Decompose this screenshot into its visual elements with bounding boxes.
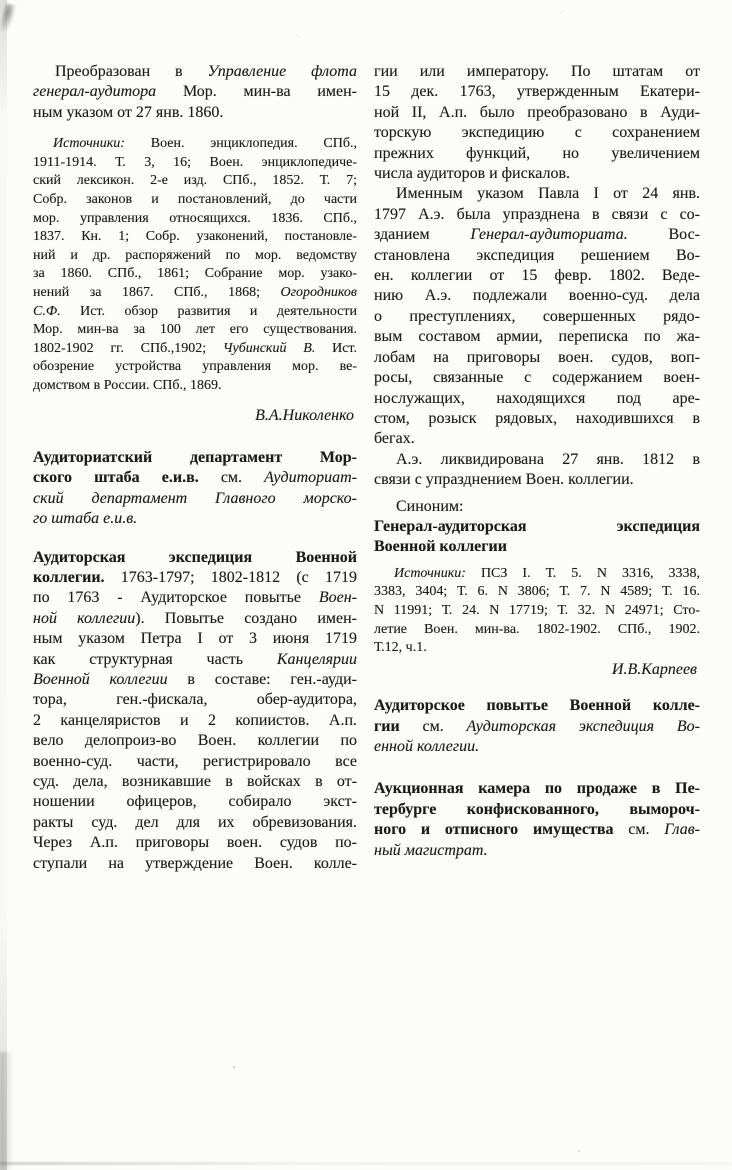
text-line bbox=[374, 348, 700, 368]
text-run: 1911-1914. Т. 3, 16; Воен. энциклопедиче- bbox=[33, 154, 357, 170]
text-run: Воен. энциклопедия. СПб., bbox=[124, 136, 357, 152]
text-run: Аудиторская экспедиция Во- bbox=[466, 717, 700, 735]
text-run: тора, ген.-фискала, обер-аудитора, bbox=[33, 691, 357, 709]
text-line bbox=[374, 517, 700, 537]
author-signature-karpeev bbox=[374, 660, 700, 680]
text-line bbox=[374, 450, 700, 470]
text-line bbox=[374, 660, 700, 680]
scan-edge-left bbox=[0, 0, 7, 1170]
text-line bbox=[33, 629, 357, 649]
text-line bbox=[33, 670, 357, 690]
text-run: лобам на приговоры воен. судов, воп- bbox=[374, 348, 700, 366]
text-line bbox=[374, 164, 700, 184]
text-run: ной коллегии bbox=[33, 609, 136, 627]
text-run: В.А.Николенко bbox=[255, 406, 354, 424]
text-line bbox=[33, 711, 357, 731]
text-run: 1837. Кн. 1; Собр. узаконений, постановле- bbox=[33, 229, 357, 245]
text-run: Глав- bbox=[664, 821, 700, 839]
text-run: вело делопроиз-во Воен. коллегии по bbox=[33, 732, 357, 750]
text-run: ский лексикон. 2-е изд. СПб., 1852. Т. 7; bbox=[33, 173, 357, 189]
text-line bbox=[33, 588, 357, 608]
text-line bbox=[374, 368, 700, 388]
text-run: Аукционная камера по продаже в Пе- bbox=[374, 780, 700, 798]
text-line bbox=[33, 340, 357, 359]
synonym-label bbox=[374, 497, 700, 517]
text-run: гии bbox=[374, 717, 400, 735]
text-run: вым составом армии, переписка по жа- bbox=[374, 328, 700, 346]
text-line bbox=[33, 154, 357, 173]
text-line bbox=[33, 228, 357, 247]
text-run: Аудиториатский департамент Мор- bbox=[33, 448, 357, 466]
text-run: прежних функций, но увеличением bbox=[374, 144, 700, 162]
text-run: го штаба е.и.в. bbox=[33, 510, 138, 528]
text-run: Аудиториат- bbox=[264, 469, 357, 487]
text-line bbox=[374, 266, 700, 286]
text-run: Ист. bbox=[315, 340, 357, 356]
text-run: числа аудиторов и фискалов. bbox=[374, 165, 571, 183]
text-line bbox=[33, 191, 357, 210]
text-line bbox=[33, 548, 357, 568]
entry-auditorskoe-povytye bbox=[374, 696, 700, 757]
text-line bbox=[33, 468, 357, 488]
text-run: А.э. ликвидирована 27 янв. 1812 в bbox=[396, 450, 700, 468]
text-run: торскую экспедицию с сохранением bbox=[374, 124, 700, 142]
text-line bbox=[33, 135, 357, 154]
text-line bbox=[33, 284, 357, 303]
left-column bbox=[33, 62, 357, 874]
text-line bbox=[33, 833, 357, 853]
synonym-value bbox=[374, 517, 700, 558]
text-run: нений за 1867. СПб., 1868; bbox=[33, 284, 281, 300]
text-run: Собр. законов и постановлений, до части bbox=[33, 192, 357, 207]
text-run: ступали на утверждение Воен. колле- bbox=[33, 854, 357, 872]
entry-auditorskaya-ekspeditsiya-voennoy-kollegii bbox=[33, 548, 357, 875]
text-run: Т.12, ч.1. bbox=[374, 640, 427, 656]
text-line bbox=[374, 621, 700, 640]
text-run: 15 дек. 1763, утвержденным Екатери- bbox=[374, 83, 700, 101]
text-line bbox=[374, 565, 700, 584]
text-run: 1763-1797; 1802-1812 (с 1719 bbox=[104, 568, 357, 586]
text-run: Генерал-аудиториата. bbox=[470, 226, 628, 244]
right-column bbox=[374, 62, 700, 861]
text-run: Чубинский В. bbox=[222, 340, 316, 356]
text-run: 2 канцеляристов и 2 копиистов. А.п. bbox=[33, 711, 357, 729]
text-run: Военной коллегии bbox=[374, 538, 507, 556]
text-line bbox=[33, 247, 357, 266]
sources-paragraph-audit-expedition bbox=[374, 565, 700, 658]
text-line bbox=[374, 225, 700, 245]
entry-auditoriatsky-departament-morskogo-shtaba bbox=[33, 448, 357, 530]
text-run: Источники: bbox=[53, 136, 125, 152]
text-line bbox=[33, 103, 357, 123]
text-line bbox=[374, 696, 700, 716]
text-line bbox=[374, 184, 700, 204]
text-line bbox=[374, 639, 700, 658]
text-run: енной коллегии. bbox=[374, 737, 480, 755]
text-run: Синоним: bbox=[396, 497, 464, 515]
text-run: Мор. мин-ва имен- bbox=[156, 83, 357, 101]
text-run: Через А.п. приговоры воен. судов по- bbox=[33, 834, 357, 852]
text-line bbox=[374, 779, 700, 799]
text-run: Ист. обзор развития и деятельности bbox=[60, 303, 357, 319]
author-signature-nikolenko bbox=[33, 406, 357, 426]
text-run: бегах. bbox=[374, 430, 415, 448]
text-run: за 1860. СПб., 1861; Собрание мор. узако- bbox=[33, 266, 357, 282]
text-run: 3383, 3404; Т. 6. N 3806; Т. 7. N 4589; Т. 16. bbox=[374, 584, 700, 600]
text-run: N 11991; Т. 24. N 17719; Т. 32. N 24971; Сто- bbox=[374, 602, 700, 618]
text-line bbox=[33, 650, 357, 670]
text-run: Канцелярии bbox=[276, 650, 357, 668]
text-line bbox=[374, 820, 700, 840]
text-run: ного и отписного имущества bbox=[374, 821, 614, 839]
text-line bbox=[33, 609, 357, 629]
text-line bbox=[33, 813, 357, 833]
text-run: ным указом от 27 янв. 1860. bbox=[33, 103, 224, 121]
text-line bbox=[33, 172, 357, 191]
text-line bbox=[33, 265, 357, 284]
scan-smudge-top-left bbox=[0, 3, 16, 33]
text-line bbox=[33, 752, 357, 772]
text-run: Мор. мин-ва за 100 лет его существования. bbox=[33, 322, 357, 338]
text-line bbox=[374, 123, 700, 143]
text-run: обозрение устройства управления мор. ве- bbox=[33, 359, 357, 375]
text-run: нию А.э. подлежали военно-суд. дела bbox=[374, 287, 700, 305]
text-line bbox=[374, 429, 700, 449]
text-line bbox=[374, 286, 700, 306]
text-run: ПСЗ I. Т. 5. N 3316, 3338, bbox=[465, 565, 700, 581]
continuation-paragraph-transformation bbox=[33, 62, 357, 123]
text-line bbox=[374, 737, 700, 757]
paragraph-liquidation bbox=[374, 450, 700, 491]
scan-edge-bottom bbox=[0, 1162, 732, 1165]
text-line bbox=[374, 103, 700, 123]
text-line bbox=[374, 389, 700, 409]
text-line bbox=[374, 82, 700, 102]
text-run: ский департамент Главного морско- bbox=[33, 489, 357, 507]
text-line bbox=[374, 602, 700, 621]
scan-specks bbox=[0, 0, 2, 2]
text-line bbox=[374, 307, 700, 327]
text-line bbox=[33, 568, 357, 588]
text-line bbox=[33, 82, 357, 102]
text-line bbox=[33, 406, 357, 426]
text-line bbox=[374, 62, 700, 82]
text-line bbox=[33, 489, 357, 509]
text-line bbox=[33, 854, 357, 874]
text-line bbox=[33, 358, 357, 377]
text-run: ным указом Петра I от 3 июня 1719 bbox=[33, 630, 357, 648]
text-line bbox=[33, 509, 357, 529]
text-run: коллегии. bbox=[33, 568, 105, 586]
text-run: ен. коллегии от 15 февр. 1802. Веде- bbox=[374, 267, 700, 285]
text-run: И.В.Карпеев bbox=[611, 660, 697, 678]
text-run: 1802-1902 гг. СПб.,1902; bbox=[33, 340, 223, 356]
text-run: военно-суд. части, регистрировало все bbox=[33, 752, 357, 770]
text-line bbox=[374, 409, 700, 429]
text-run: Генерал-аудиторская экспедиция bbox=[374, 517, 700, 535]
text-run: гии или императору. По штатам от bbox=[374, 63, 700, 80]
text-run: Огородников bbox=[280, 284, 357, 300]
text-line bbox=[33, 448, 357, 468]
text-run: суд. дела, возникавшие в войсках в от- bbox=[33, 773, 357, 791]
text-run: о преступлениях, совершенных рядо- bbox=[374, 307, 700, 325]
text-run: летие Воен. мин-ва. 1802-1902. СПб., 1902. bbox=[374, 621, 700, 637]
sources-paragraph-marine-auditoriat bbox=[33, 135, 357, 395]
text-run: зданием bbox=[374, 226, 471, 244]
text-run: ный магистрат. bbox=[374, 841, 488, 859]
text-run: как структурная часть bbox=[33, 650, 277, 668]
text-run: ной II, А.п. было преобразовано в Ауди- bbox=[374, 103, 700, 121]
text-run: стом, розыск рядовых, находившихся в bbox=[374, 409, 700, 427]
text-run: связи с упразднением Воен. коллегии. bbox=[374, 471, 634, 489]
text-run: Вос- bbox=[627, 226, 700, 244]
scan-smudge-bottom-left bbox=[0, 1052, 13, 1170]
text-run: Аудиторское повытье Военной колле- bbox=[374, 697, 700, 715]
text-run: Именным указом Павла I от 24 янв. bbox=[396, 185, 700, 203]
paragraph-pavel-decree bbox=[374, 184, 700, 449]
text-line bbox=[374, 327, 700, 347]
text-run: по 1763 - Аудиторское повытье bbox=[33, 589, 319, 607]
text-run: ). Повытье создано имен- bbox=[135, 609, 357, 627]
text-run: Управление флота bbox=[207, 63, 357, 80]
entry-auktsionnaya-kamera bbox=[374, 779, 700, 861]
text-run: см. bbox=[613, 821, 665, 839]
continuation-paragraph-expedition bbox=[374, 62, 700, 184]
text-run: ракты суд. дел для их обревизования. bbox=[33, 813, 357, 831]
text-run: ний и др. распоряжений по мор. ведомству bbox=[33, 247, 357, 263]
text-line bbox=[33, 210, 357, 229]
text-line bbox=[374, 841, 700, 861]
text-line bbox=[33, 377, 357, 396]
text-run: ского штаба е.и.в. bbox=[33, 469, 199, 487]
text-run: мор. управления относящихся. 1836. СПб., bbox=[33, 210, 357, 226]
text-line bbox=[374, 537, 700, 557]
text-run: Военной коллегии bbox=[33, 671, 168, 688]
text-line bbox=[374, 246, 700, 266]
text-line bbox=[33, 62, 357, 82]
text-line bbox=[33, 731, 357, 751]
text-run: тербурге конфискованного, вымороч- bbox=[374, 800, 700, 818]
text-run: 1797 А.э. была упразднена в связи с со- bbox=[374, 205, 700, 223]
text-run: ношении офицеров, собирало экст- bbox=[33, 793, 357, 811]
text-line bbox=[374, 497, 700, 517]
text-line bbox=[33, 792, 357, 812]
text-run: росы, связанные с содержанием воен- bbox=[374, 369, 700, 387]
text-run: Аудиторская экспедиция Военной bbox=[33, 548, 357, 566]
text-run: Преобразован в bbox=[55, 63, 208, 80]
text-run: генерал-аудитора bbox=[33, 83, 157, 101]
text-run: Источники: bbox=[394, 565, 466, 581]
text-line bbox=[374, 717, 700, 737]
text-line bbox=[374, 583, 700, 602]
text-run: С.Ф. bbox=[33, 303, 61, 319]
text-line bbox=[374, 205, 700, 225]
text-line bbox=[33, 303, 357, 322]
text-run: см. bbox=[198, 469, 265, 487]
text-run: см. bbox=[399, 717, 467, 735]
text-line bbox=[374, 470, 700, 490]
text-line bbox=[33, 690, 357, 710]
text-run: становлена экспедиция решением Во- bbox=[374, 246, 700, 264]
text-line bbox=[33, 321, 357, 340]
text-line bbox=[374, 144, 700, 164]
text-run: Воен- bbox=[318, 589, 357, 607]
text-run: домством в России. СПб., 1869. bbox=[33, 377, 222, 393]
text-line bbox=[33, 772, 357, 792]
text-run: нослужащих, находящихся под аре- bbox=[374, 389, 700, 407]
text-run: в составе: ген.-ауди- bbox=[167, 671, 358, 688]
text-line bbox=[374, 800, 700, 820]
